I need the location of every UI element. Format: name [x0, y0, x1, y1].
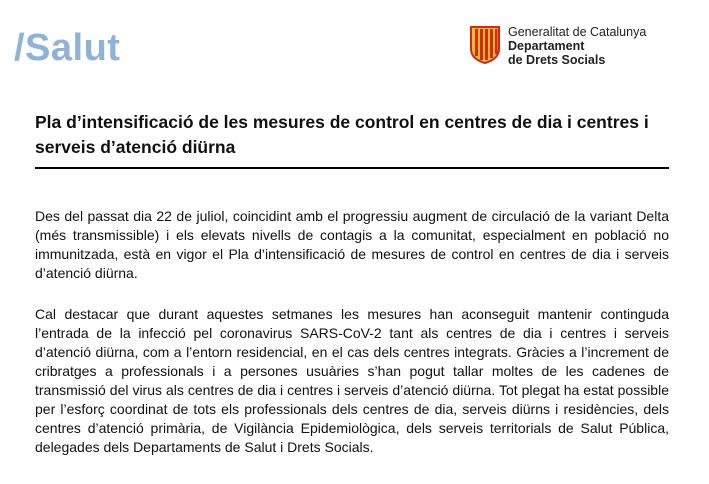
document-title: Pla d’intensificació de les mesures de control en centres de dia i centres i serveis d’atenció diürna — [35, 112, 649, 157]
institution-line-1: Generalitat de Catalunya — [508, 25, 647, 39]
institution-line-3: de Drets Socials — [508, 53, 606, 67]
institution-header — [469, 25, 646, 67]
paragraph-1: Des del passat dia 22 de juliol, coincidint amb el progressiu augment de circulació de la variant Delta (més transmissible) i els elevats nivells de contagis a la comunitat, especialment en població no immunitzada, està en vigor el Pla d’intensificació de mesures de control en centres de dia i serveis d’atenció diürna. — [35, 208, 669, 281]
brand-logo: /Salut — [14, 27, 121, 69]
paragraph-2: Cal destacar que durant aquestes setmanes les mesures han aconseguit mantenir continguda l’entrada de la infecció pel coronavirus SARS-CoV-2 tant als centres de dia i centres i serveis d’atenció diürna, com a l’entorn residencial, en el cas dels centres integrats. Gràcies a l’increment de cribratges a professionals i a persones usuàries s’han pogut tallar moltes de les cadenes de transmissió del virus als centres de dia i centres i serveis d’atenció diürna. Tot plegat ha estat possible per l’esforç coordinat de tots els professionals dels centres de dia, serveis diürns i residències, dels centres d’atenció primària, de Vigilància Epidemiològica, dels serveis territorials de Salut Pública, delegades dels Departaments de Salut i Drets Socials. — [35, 306, 669, 455]
institution-name — [508, 25, 646, 67]
document-body — [35, 207, 669, 479]
generalitat-logo-icon — [469, 25, 501, 64]
title-block — [35, 110, 669, 169]
institution-line-2: Departament — [508, 39, 585, 53]
